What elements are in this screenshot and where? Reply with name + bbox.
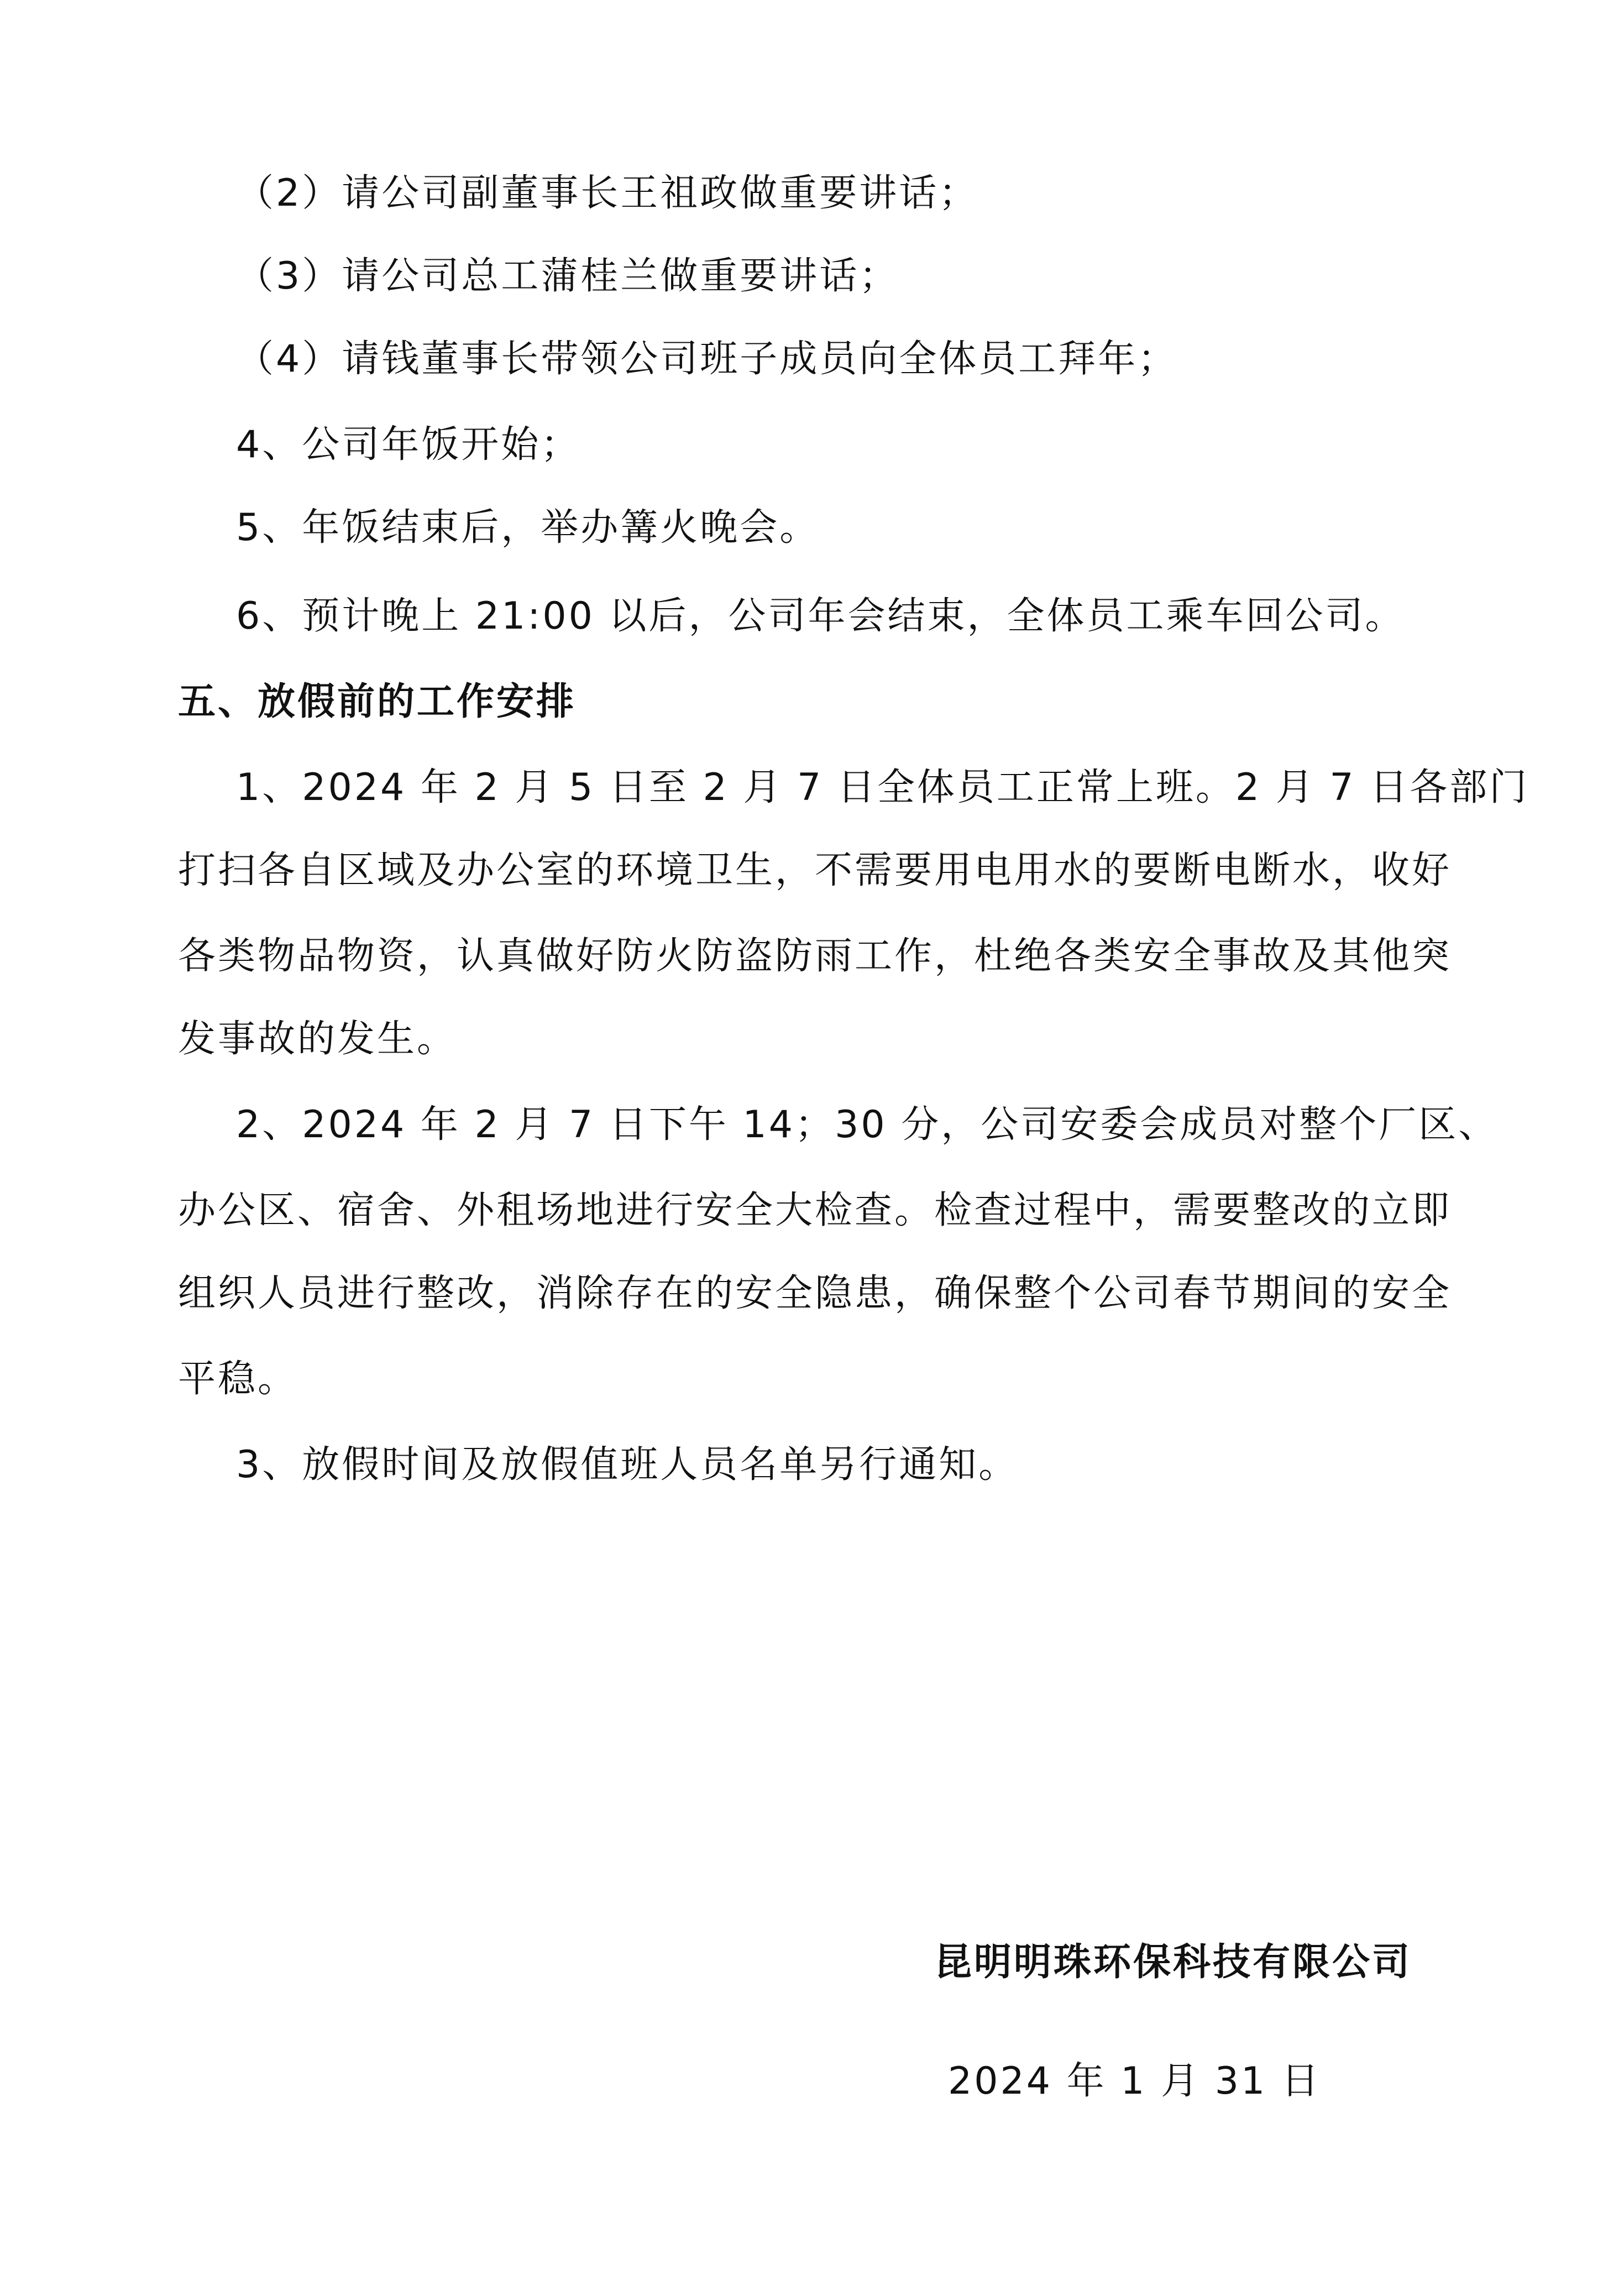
paragraph-line: 1、2024 年 2 月 5 日至 2 月 7 日全体员工正常上班。2 月 7 日各部门 [236,766,1529,809]
section-heading: 五、放假前的工作安排 [178,680,577,724]
sub-item: （2）请公司副董事长王祖政做重要讲话； [236,171,979,215]
paragraph-line: 发事故的发生。 [178,1017,457,1061]
agenda-item: 5、年饭结束后，举办篝火晚会。 [236,506,820,550]
paragraph-line: 2、2024 年 2 月 7 日下午 14；30 分，公司安委会成员对整个厂区、 [236,1103,1499,1147]
paragraph-line: 组织人员进行整改，消除存在的安全隐患，确保整个公司春节期间的安全 [178,1272,1452,1315]
sub-item: （4）请钱董事长带领公司班子成员向全体员工拜年； [236,337,1178,381]
paragraph-line: 各类物品物资，认真做好防火防盗防雨工作，杜绝各类安全事故及其他突 [178,934,1452,978]
signature-company: 昆明明珠环保科技有限公司 [934,1941,1412,1984]
paragraph-line: 办公区、宿舍、外租场地进行安全大检查。检查过程中，需要整改的立即 [178,1189,1452,1232]
agenda-item: 4、公司年饭开始； [236,423,581,467]
paragraph-line: 打扫各自区域及办公室的环境卫生，不需要用电用水的要断电断水，收好 [178,849,1452,892]
signature-date: 2024 年 1 月 31 日 [948,2059,1321,2103]
agenda-item: 6、预计晚上 21:00 以后，公司年会结束，全体员工乘车回公司。 [236,594,1405,638]
sub-item: （3）请公司总工蒲桂兰做重要讲话； [236,254,899,298]
paragraph-line: 3、放假时间及放假值班人员名单另行通知。 [236,1443,1019,1487]
paragraph-line: 平稳。 [178,1357,298,1401]
